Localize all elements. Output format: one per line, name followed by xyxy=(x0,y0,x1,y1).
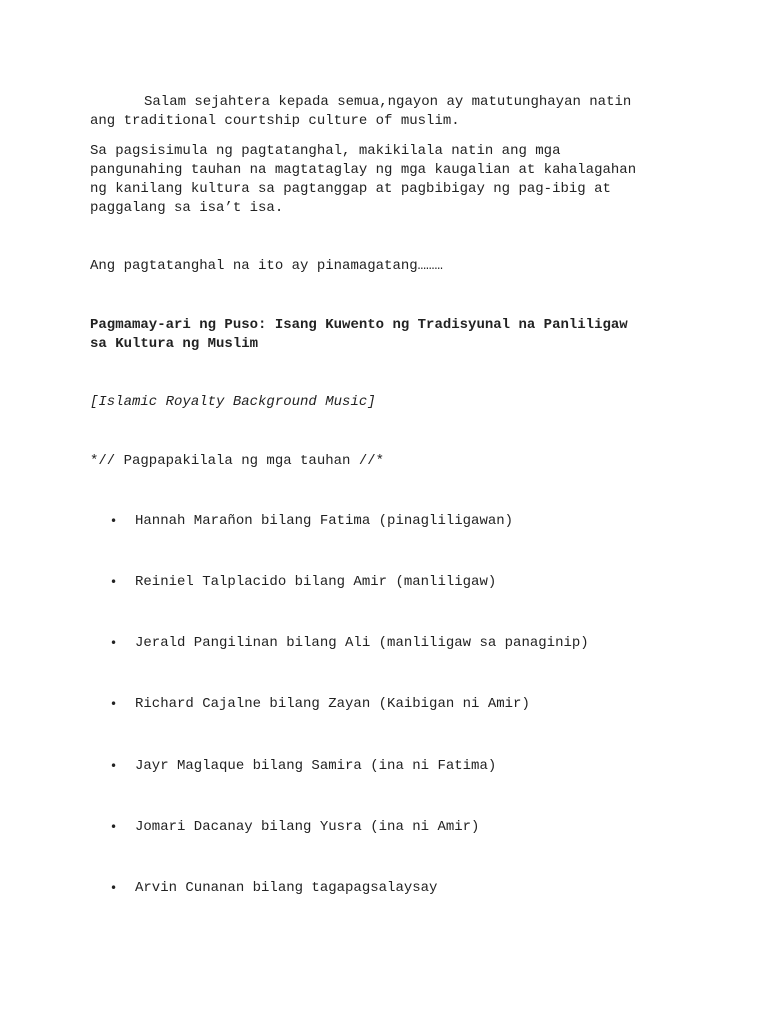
cast-member: Reiniel Talplacido bilang Amir (manliligaw) xyxy=(135,574,497,590)
cast-member: Jerald Pangilinan bilang Ali (manliligaw sa panaginip) xyxy=(135,635,589,651)
cast-member: Richard Cajalne bilang Zayan (Kaibigan ni Amir) xyxy=(135,696,530,712)
bullet-icon: • xyxy=(110,636,118,650)
bullet-icon: • xyxy=(110,575,118,589)
bullet-icon: • xyxy=(110,697,118,711)
cast-member: Arvin Cunanan bilang tagapagsalaysay xyxy=(135,880,438,896)
play-title: Pagmamay-ari ng Puso: Isang Kuwento ng Tradisyunal na Panliligaw sa Kultura ng Muslim xyxy=(90,317,628,352)
list-item xyxy=(0,634,640,653)
bullet-icon: • xyxy=(110,820,118,834)
list-item xyxy=(0,573,640,592)
list-item xyxy=(0,695,640,714)
cast-member: Jayr Maglaque bilang Samira (ina ni Fatima) xyxy=(135,758,497,774)
list-item xyxy=(0,879,640,898)
intro-description-paragraph: Sa pagsisimula ng pagtatanghal, makikilala natin ang mga pangunahing tauhan na magtataglay ng mga kaugalian at kahalagahan ng kanilang kultura sa pagtanggap at pagbibigay ng pag-ibig at paggalang sa isa’t isa. xyxy=(90,143,637,216)
cast-heading: *// Pagpapakilala ng mga tauhan //* xyxy=(90,453,385,469)
title-lead-in: Ang pagtatanghal na ito ay pinamagatang……… xyxy=(90,258,443,274)
cast-member: Jomari Dacanay bilang Yusra (ina ni Amir) xyxy=(135,819,480,835)
bullet-icon: • xyxy=(110,759,118,773)
list-item xyxy=(0,818,640,837)
bullet-icon: • xyxy=(110,514,118,528)
music-cue: [Islamic Royalty Background Music] xyxy=(90,394,376,410)
intro-paragraph: Salam sejahtera kepada semua,ngayon ay matutunghayan natin ang traditional courtship culture of muslim. xyxy=(90,94,632,129)
bullet-icon: • xyxy=(110,881,118,895)
list-item xyxy=(0,757,640,776)
cast-member: Hannah Marañon bilang Fatima (pinagliligawan) xyxy=(135,513,514,529)
list-item xyxy=(0,512,640,531)
